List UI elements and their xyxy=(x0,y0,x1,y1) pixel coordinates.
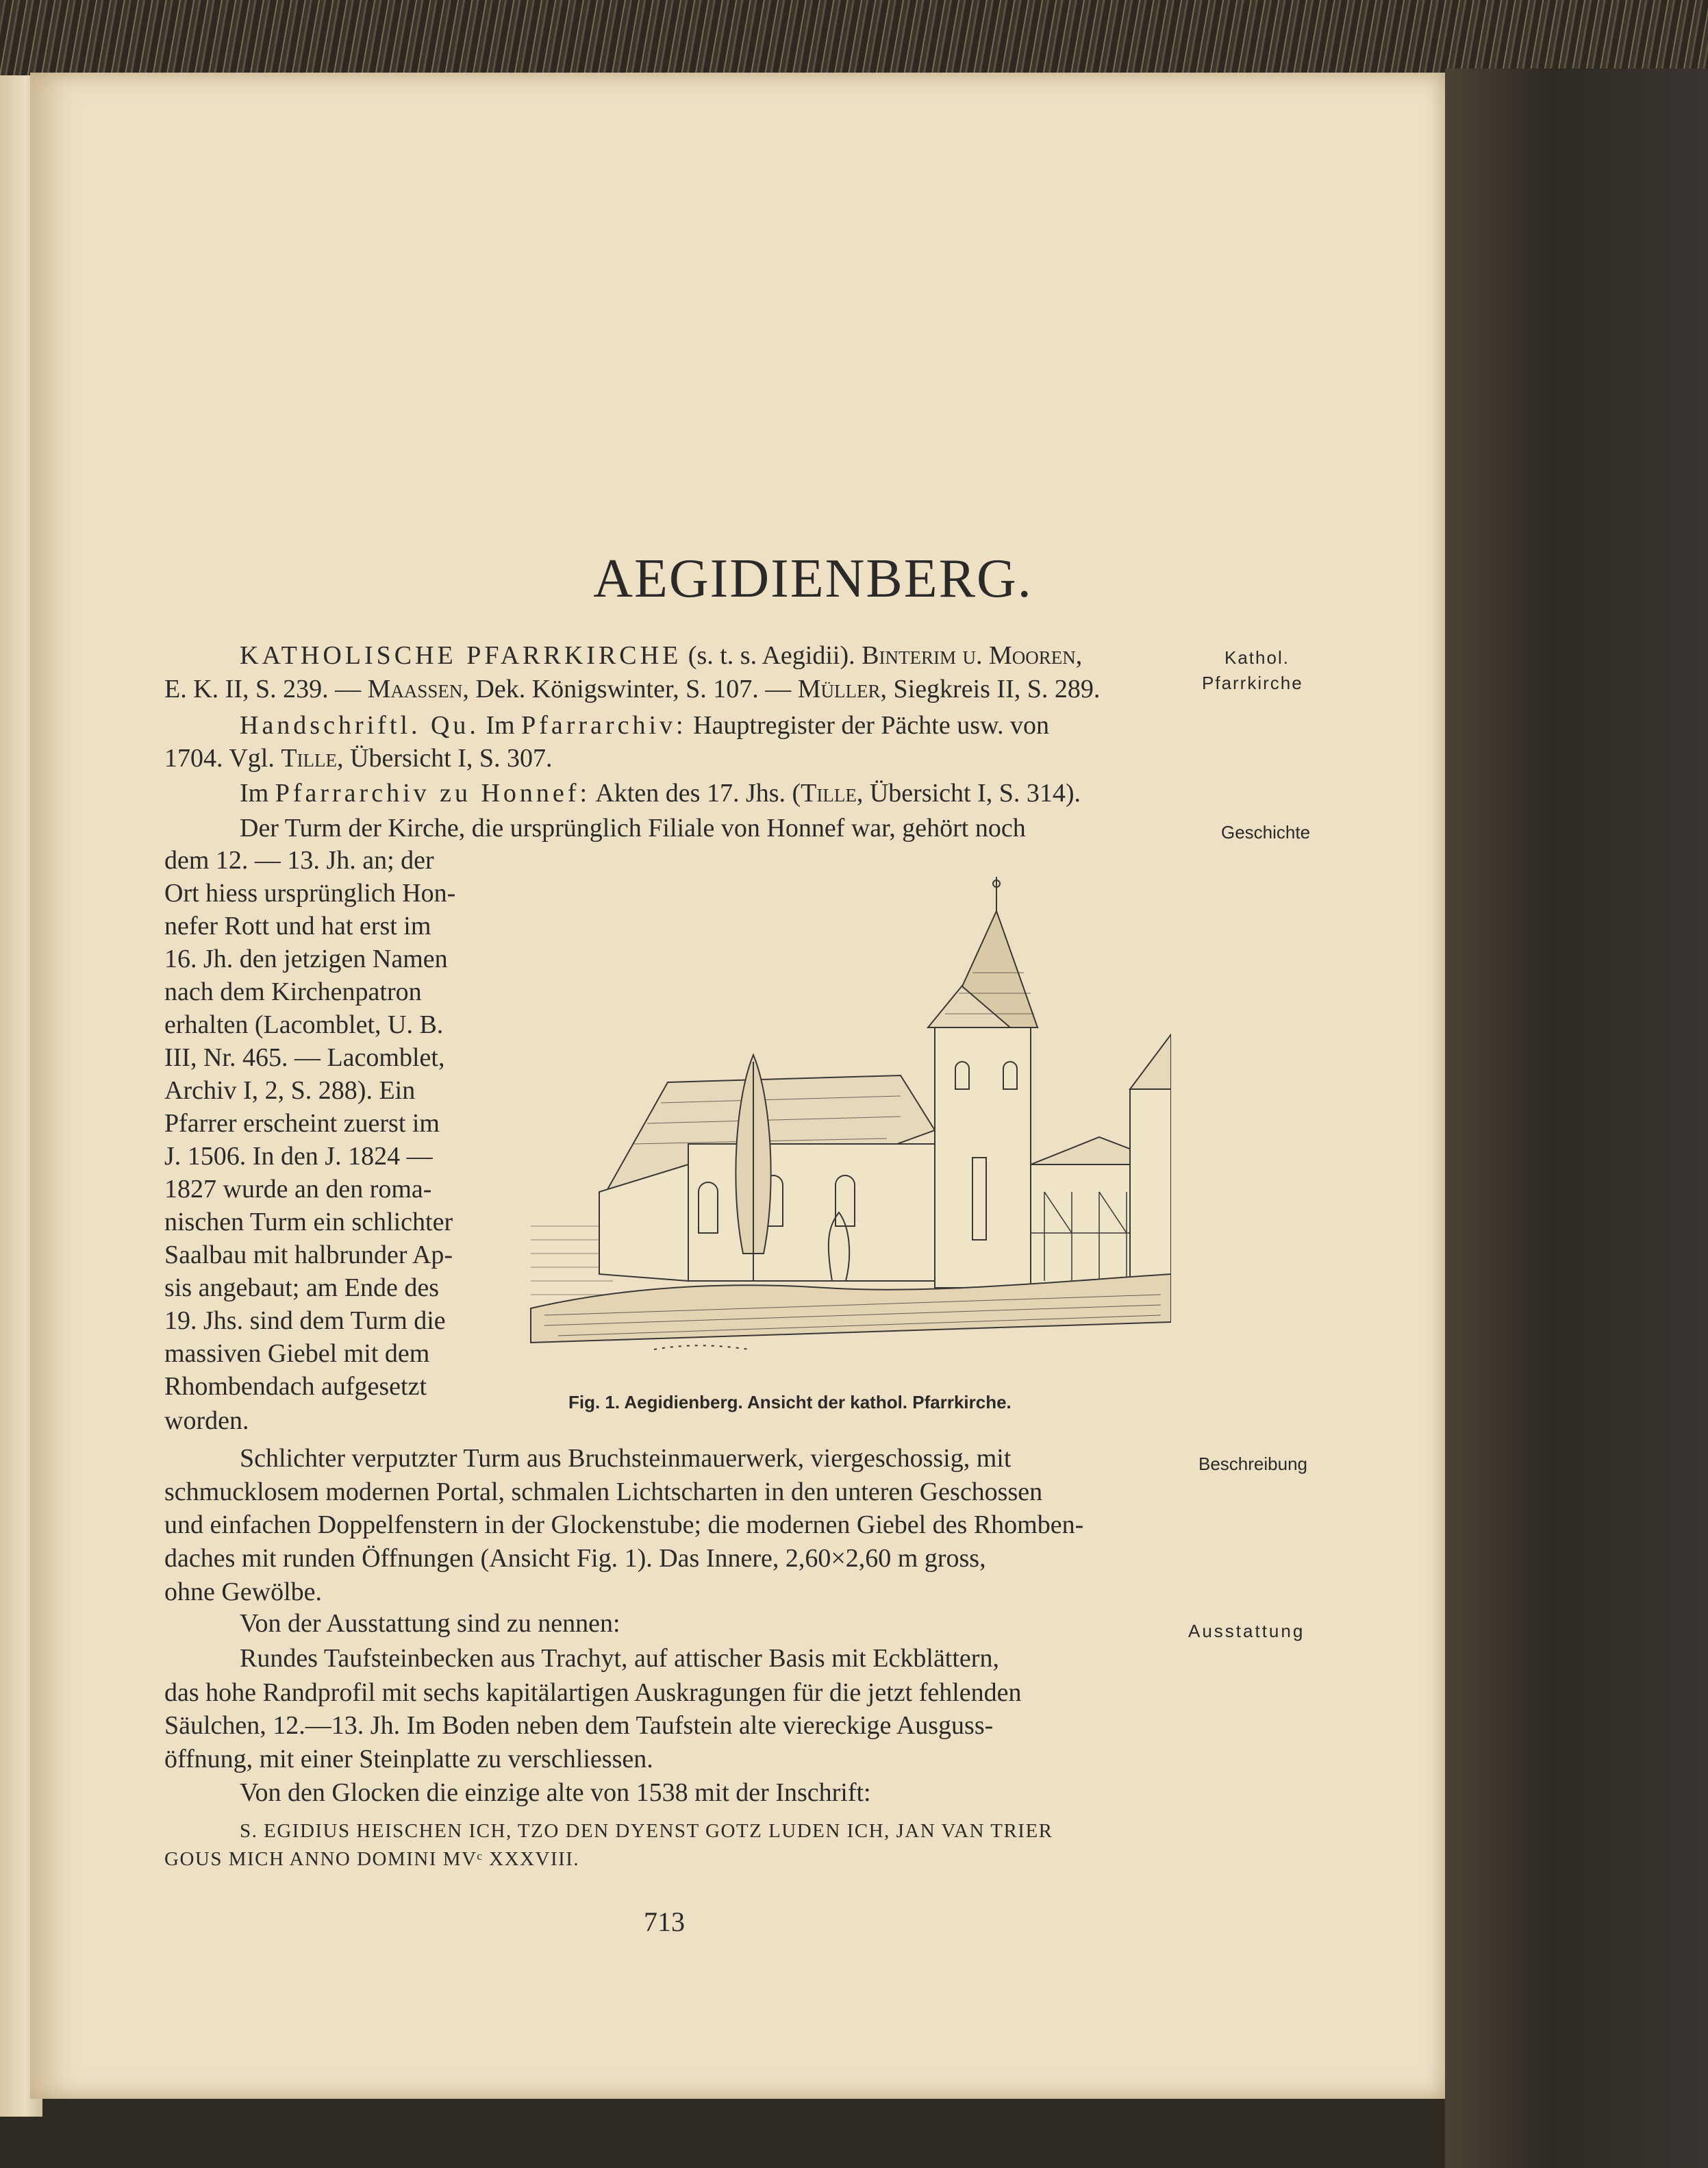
desc-line: Schlichter verputzter Turm aus Bruchsteinmauerwerk, viergeschossig, mit xyxy=(240,1444,1012,1473)
narrow-line: Saalbau mit halbrunder Ap- xyxy=(164,1241,453,1269)
text-line: KATHOLISCHE PFARRKIRCHE (s. t. s. Aegidii). Binterim u. Mooren, xyxy=(240,641,1083,670)
text-line: Der Turm der Kirche, die ursprünglich Filiale von Honnef war, gehört noch xyxy=(240,814,1026,843)
narrow-line: dem 12. — 13. Jh. an; der xyxy=(164,846,434,875)
furnishing-line: Von den Glocken die einzige alte von 1538 mit der Inschrift: xyxy=(240,1778,871,1807)
narrow-line: Rhombendach aufgesetzt xyxy=(164,1372,427,1401)
narrow-line: 19. Jhs. sind dem Turm die xyxy=(164,1306,446,1335)
margin-note-pfarrkirche: Pfarrkirche xyxy=(1202,673,1303,693)
narrow-line: sis angebaut; am Ende des xyxy=(164,1273,440,1302)
narrow-line: J. 1506. In den J. 1824 — xyxy=(164,1142,433,1171)
narrow-line: massiven Giebel mit dem xyxy=(164,1339,430,1368)
page-number: 713 xyxy=(644,1906,685,1937)
church-drawing-icon xyxy=(517,870,1171,1363)
figure-caption: Fig. 1. Aegidienberg. Ansicht der kathol. Pfarrkirche. xyxy=(568,1392,1012,1412)
margin-note-beschreibung: Beschreibung xyxy=(1198,1454,1307,1474)
desc-line: ohne Gewölbe. xyxy=(164,1578,323,1606)
margin-note-kathol: Kathol. xyxy=(1225,647,1290,668)
narrow-line: 16. Jh. den jetzigen Namen xyxy=(164,945,448,973)
text-line: 1704. Vgl. Tille, Übersicht I, S. 307. xyxy=(164,744,553,773)
furnishing-line: das hohe Randprofil mit sechs kapitälartigen Auskragungen für die jetzt fehlenden xyxy=(164,1678,1022,1707)
narrow-line: Ort hiess ursprünglich Hon- xyxy=(164,879,456,908)
desc-line: daches mit runden Öffnungen (Ansicht Fig. 1). Das Innere, 2,60×2,60 m gross, xyxy=(164,1544,986,1573)
margin-note-geschichte: Geschichte xyxy=(1221,822,1311,843)
furnishing-line: öffnung, mit einer Steinplatte zu verschliessen. xyxy=(164,1745,653,1773)
furnishing-line: Von der Ausstattung sind zu nennen: xyxy=(240,1609,620,1638)
book-cover-edge xyxy=(1445,68,1708,2168)
inscription-line: S. EGIDIUS HEISCHEN ICH, TZO DEN DYENST GOTZ LUDEN ICH, JAN VAN TRIER xyxy=(240,1820,1053,1842)
text-line: Handschriftl. Qu. Im Pfarrarchiv: Hauptregister der Pächte usw. von xyxy=(240,711,1049,740)
furnishing-line: Rundes Taufsteinbecken aus Trachyt, auf attischer Basis mit Eckblättern, xyxy=(240,1644,999,1673)
page-title: AEGIDIENBERG. xyxy=(593,549,1033,609)
narrow-line: Archiv I, 2, S. 288). Ein xyxy=(164,1076,416,1105)
inscription-line: GOUS MICH ANNO DOMINI MVᶜ XXXVIII. xyxy=(164,1848,580,1870)
narrow-line: Pfarrer erscheint zuerst im xyxy=(164,1109,440,1138)
narrow-line: erhalten (Lacomblet, U. B. xyxy=(164,1010,444,1039)
text-line: E. K. II, S. 239. — Maassen, Dek. Königswinter, S. 107. — Müller, Siegkreis II, S. 289. xyxy=(164,675,1101,703)
narrow-line: nischen Turm ein schlichter xyxy=(164,1208,453,1236)
narrow-line: 1827 wurde an den roma- xyxy=(164,1175,432,1204)
church-figure xyxy=(517,870,1171,1363)
narrow-line: nach dem Kirchenpatron xyxy=(164,977,422,1006)
narrow-line: worden. xyxy=(164,1406,249,1435)
margin-note-ausstattung: Ausstattung xyxy=(1188,1621,1305,1641)
narrow-line: III, Nr. 465. — Lacomblet, xyxy=(164,1043,445,1072)
desc-line: und einfachen Doppelfenstern in der Glockenstube; die modernen Giebel des Rhomben- xyxy=(164,1510,1084,1539)
desc-line: schmucklosem modernen Portal, schmalen Lichtscharten in den unteren Geschossen xyxy=(164,1478,1043,1506)
text-line: Im Pfarrarchiv zu Honnef: Akten des 17. Jhs. (Tille, Übersicht I, S. 314). xyxy=(240,779,1081,808)
furnishing-line: Säulchen, 12.—13. Jh. Im Boden neben dem Taufstein alte viereckige Ausguss- xyxy=(164,1711,994,1740)
narrow-line: nefer Rott und hat erst im xyxy=(164,912,431,940)
